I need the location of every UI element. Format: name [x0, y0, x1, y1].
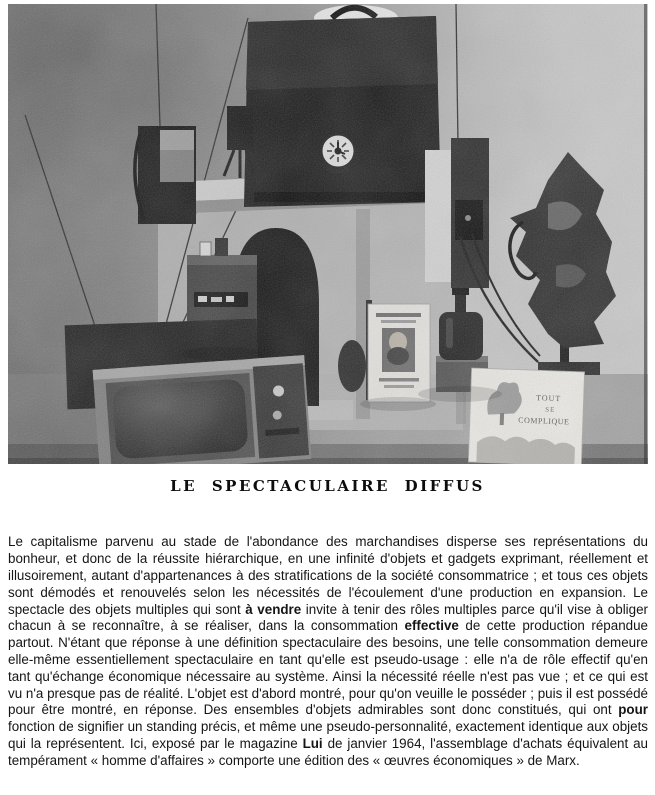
- halftone-grain: [8, 4, 648, 464]
- photograph-spectacle-objects: [8, 4, 648, 464]
- svg-text:TOUT: TOUT: [535, 393, 562, 404]
- photo-right-edge: [644, 4, 647, 464]
- body-paragraph: Le capitalisme parvenu au stade de l'abondance des marchandises disperse ses représentations du bonheur, et donc de la réussite hiérarchique, en une infinité d'objets et gadgets exprimant, réellement et illusoirement, autant d'appartenances à des stratifications de la société consommatrice ; et tous ces objets sont démodés et renouvelés selon les nécessités de l'écoulement d'une production en expansion. Le spectacle des objets multiples qui sont à vendre invite à tenir des rôles multiples parce qu'il vise à obliger chacun à se reconnaître, à se réaliser, dans la consommation effective de cette production répandue partout. N'étant que réponse à une définition spectaculaire des besoins, une telle consommation demeure elle-même essentiellement spectaculaire en tant qu'elle est pseudo-usage : elle n'a de rôle effectif qu'en tant qu'échange économique nécessaire au système. Ainsi la nécessité réelle n'est pas vue ; et ce qui est vu n'a presque pas de réalité. L'objet est d'abord montré, pour qu'on veuille le posséder ; puis il est possédé pour être montré, en réponse. Des ensembles d'objets admirables sont donc constitués, qui ont pour fonction de signifier un standing précis, et même une pseudo-personnalité, exactement identique aux objets qui la représentent. Ici, exposé par le magazine Lui de janvier 1964, l'assemblage d'achats équivalent au tempérament « homme d'affaires » comporte une édition des « œuvres économiques » de Marx.: [8, 534, 648, 768]
- svg-text:SE: SE: [545, 405, 556, 414]
- section-title: LE SPECTACULAIRE DIFFUS: [170, 477, 485, 495]
- svg-text:COMPLIQUE: COMPLIQUE: [518, 415, 570, 427]
